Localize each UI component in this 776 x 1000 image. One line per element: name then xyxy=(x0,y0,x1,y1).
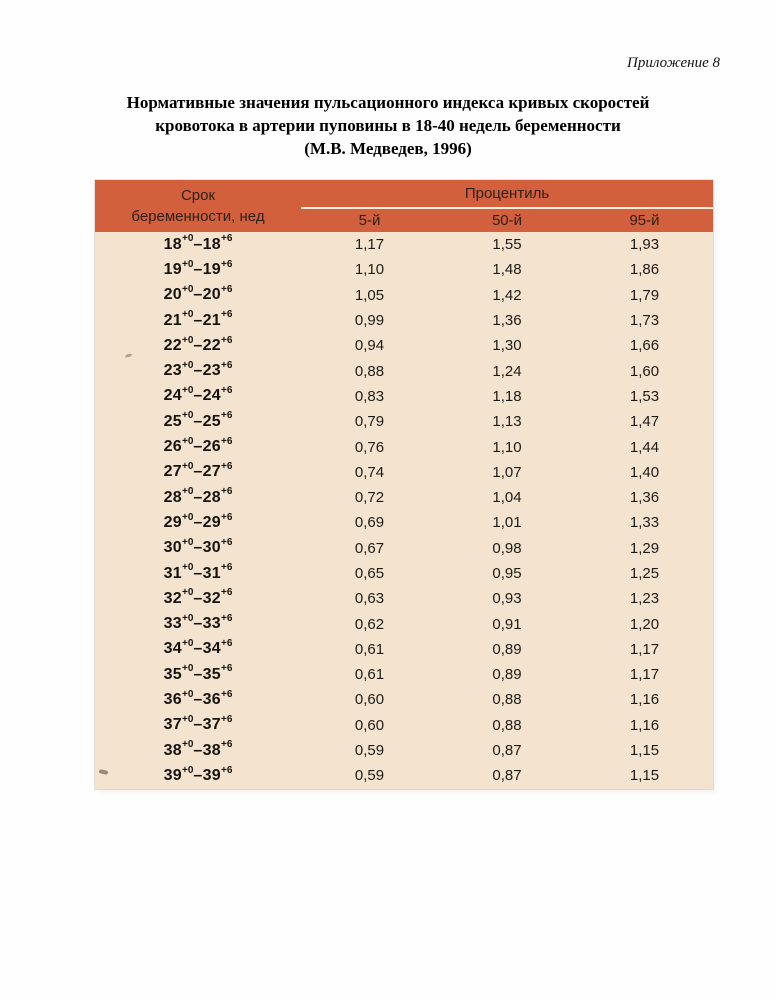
percentile-value-50-й: 0,93 xyxy=(492,590,522,608)
percentile-value-50-й: 1,55 xyxy=(492,236,522,254)
percentile-value-95-й: 1,29 xyxy=(629,539,660,557)
week-range: $37^{+0}-37^{+6}$ xyxy=(163,713,233,734)
percentile-value-95-й: 1,33 xyxy=(629,514,660,532)
percentile-value-50-й: 0,98 xyxy=(492,539,522,557)
percentile-value-5-й: 0,62 xyxy=(354,615,385,633)
table-row xyxy=(95,637,713,662)
percentile-value-50-й: 1,30 xyxy=(492,337,522,355)
week-range: $35^{+0}-35^{+6}$ xyxy=(163,663,233,683)
percentile-value-5-й: 0,99 xyxy=(354,312,385,330)
percentile-value-5-й: 1,17 xyxy=(354,236,385,254)
percentile-value-95-й: 1,16 xyxy=(629,716,660,734)
week-range: $22^{+0}-22^{+6}$ xyxy=(163,334,233,354)
percentile-value-5-й: 0,69 xyxy=(354,514,385,532)
title-line-2: кровотока в артерии пуповины в 18-40 недель беременности xyxy=(155,115,621,135)
table-row xyxy=(95,561,713,586)
week-range: $19^{+0}-19^{+6}$ xyxy=(163,258,233,278)
percentile-value-95-й: 1,79 xyxy=(629,286,660,304)
percentile-value-5-й: 0,65 xyxy=(354,565,385,582)
percentile-group-header: Процентиль xyxy=(301,180,713,208)
percentile-value-95-й: 1,17 xyxy=(629,666,660,684)
week-range: $26^{+0}-26^{+6}$ xyxy=(163,435,233,456)
percentile-value-50-й: 1,07 xyxy=(492,463,522,481)
percentile-value-5-й: 0,74 xyxy=(354,463,385,481)
week-range: $21^{+0}-21^{+6}$ xyxy=(163,309,233,329)
week-range: $23^{+0}-23^{+6}$ xyxy=(163,359,233,380)
table-row xyxy=(95,232,713,257)
table-scan xyxy=(95,180,713,789)
table-row xyxy=(95,763,713,788)
title-line-3: (М.В. Медведев, 1996) xyxy=(304,138,472,158)
percentile-value-95-й: 1,25 xyxy=(629,565,660,582)
percentile-value-5-й: 0,61 xyxy=(354,666,385,684)
percentile-value-5-й: 0,72 xyxy=(354,489,385,507)
document-title xyxy=(0,92,776,160)
percentile-value-50-й: 1,36 xyxy=(492,312,522,330)
percentile-value-50-й: 1,42 xyxy=(492,286,522,304)
percentile-value-50-й: 1,24 xyxy=(492,362,522,380)
percentile-50-header: 50-й xyxy=(438,208,576,232)
week-range: $39^{+0}-39^{+6}$ xyxy=(163,764,233,784)
week-range: $33^{+0}-33^{+6}$ xyxy=(163,612,233,633)
percentile-value-50-й: 1,04 xyxy=(492,489,522,507)
percentile-value-5-й: 0,59 xyxy=(354,767,385,785)
table-row xyxy=(95,485,713,510)
week-range: $25^{+0}-25^{+6}$ xyxy=(163,410,233,430)
week-range: $29^{+0}-29^{+6}$ xyxy=(163,511,233,531)
percentile-value-5-й: 0,88 xyxy=(354,362,385,380)
table-row xyxy=(95,586,713,611)
percentile-value-50-й: 0,88 xyxy=(492,716,522,734)
percentile-value-5-й: 0,63 xyxy=(354,590,385,608)
week-range: $24^{+0}-24^{+6}$ xyxy=(163,385,233,405)
table-header xyxy=(95,180,713,232)
week-range: $28^{+0}-28^{+6}$ xyxy=(163,486,233,506)
week-range: $34^{+0}-34^{+6}$ xyxy=(163,638,233,658)
percentile-value-95-й: 1,73 xyxy=(629,312,660,330)
percentile-value-95-й: 1,47 xyxy=(629,413,660,431)
percentile-value-95-й: 1,20 xyxy=(629,615,660,633)
percentile-value-95-й: 1,17 xyxy=(629,640,660,658)
table-row xyxy=(95,662,713,687)
percentile-value-50-й: 1,18 xyxy=(492,387,522,405)
percentile-value-50-й: 0,91 xyxy=(492,615,522,633)
week-header-line-2: беременности, нед xyxy=(131,208,265,225)
percentile-value-95-й: 1,15 xyxy=(629,767,660,785)
percentile-value-5-й: 0,79 xyxy=(354,413,385,431)
percentile-value-50-й: 0,88 xyxy=(492,691,522,709)
percentile-value-5-й: 0,94 xyxy=(354,337,385,355)
percentile-value-5-й: 0,83 xyxy=(354,387,385,405)
percentile-value-95-й: 1,60 xyxy=(629,362,660,380)
table-row xyxy=(95,738,713,763)
table-row xyxy=(95,434,713,459)
week-range: $30^{+0}-30^{+6}$ xyxy=(163,536,233,557)
percentile-value-95-й: 1,16 xyxy=(629,691,660,709)
table-body xyxy=(95,232,713,789)
table-row xyxy=(95,283,713,308)
percentile-value-50-й: 0,87 xyxy=(492,742,522,760)
percentile-value-5-й: 0,76 xyxy=(354,438,385,456)
table-row xyxy=(95,308,713,333)
week-range: $27^{+0}-27^{+6}$ xyxy=(163,460,233,481)
week-range: $18^{+0}-18^{+6}$ xyxy=(163,233,233,253)
percentile-value-5-й: 0,60 xyxy=(354,691,385,709)
appendix-label: Приложение 8 xyxy=(627,55,720,71)
percentile-value-95-й: 1,93 xyxy=(629,236,660,254)
percentile-value-95-й: 1,40 xyxy=(629,463,660,481)
week-range: $38^{+0}-38^{+6}$ xyxy=(163,739,233,759)
table-row xyxy=(95,687,713,712)
percentile-5-header: 5-й xyxy=(301,208,438,232)
title-line-1: Нормативные значения пульсационного индекса кривых скоростей xyxy=(126,93,650,112)
table-row xyxy=(95,358,713,383)
week-column-header xyxy=(95,180,301,232)
week-range: $31^{+0}-31^{+6}$ xyxy=(163,562,233,582)
table-row xyxy=(95,460,713,485)
table-row xyxy=(95,384,713,409)
week-range: $20^{+0}-20^{+6}$ xyxy=(163,283,233,304)
percentile-value-50-й: 1,01 xyxy=(492,514,522,532)
percentile-value-95-й: 1,44 xyxy=(629,438,660,456)
percentile-value-5-й: 0,67 xyxy=(354,539,385,557)
table-row xyxy=(95,611,713,636)
percentile-value-50-й: 0,87 xyxy=(492,767,522,785)
percentile-95-header: 95-й xyxy=(576,208,713,232)
percentile-value-5-й: 0,61 xyxy=(354,640,385,658)
percentile-value-50-й: 1,10 xyxy=(492,438,522,456)
table-row xyxy=(95,257,713,282)
percentile-value-95-й: 1,15 xyxy=(629,742,660,760)
percentile-value-95-й: 1,53 xyxy=(629,387,660,405)
week-range: $32^{+0}-32^{+6}$ xyxy=(163,587,233,607)
percentile-value-5-й: 0,60 xyxy=(354,716,385,734)
table-row xyxy=(95,713,713,738)
percentile-value-95-й: 1,66 xyxy=(629,337,660,355)
percentile-value-95-й: 1,36 xyxy=(629,489,660,507)
percentile-value-95-й: 1,86 xyxy=(629,261,660,279)
percentile-value-50-й: 0,89 xyxy=(492,640,522,658)
percentile-value-50-й: 0,95 xyxy=(492,565,522,582)
percentile-value-50-й: 1,48 xyxy=(492,261,522,279)
table-row xyxy=(95,510,713,535)
percentile-table xyxy=(95,180,713,789)
percentile-value-50-й: 0,89 xyxy=(492,666,522,684)
percentile-value-5-й: 0,59 xyxy=(354,742,385,760)
week-header-line-1: Срок xyxy=(180,187,216,204)
percentile-value-95-й: 1,23 xyxy=(629,590,660,608)
table-row xyxy=(95,409,713,434)
percentile-value-5-й: 1,10 xyxy=(354,261,385,279)
table-row xyxy=(95,536,713,561)
percentile-value-5-й: 1,05 xyxy=(354,286,385,304)
percentile-value-50-й: 1,13 xyxy=(492,413,522,431)
week-range: $36^{+0}-36^{+6}$ xyxy=(163,688,233,708)
table-row xyxy=(95,333,713,358)
